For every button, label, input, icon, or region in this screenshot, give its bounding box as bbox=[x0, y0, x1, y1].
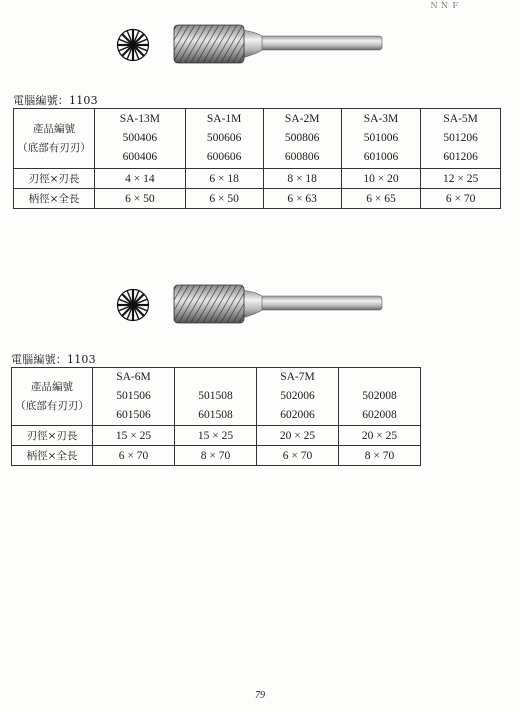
table-row bbox=[12, 426, 421, 446]
shank-size-header: 柄徑×全長 bbox=[14, 189, 95, 209]
table-cell: 6 × 50 bbox=[95, 189, 186, 209]
carbide-burr-icon bbox=[172, 22, 388, 70]
column-sa-5m: SA-5M 501206 601206 bbox=[421, 109, 501, 169]
cutter-end-view-icon bbox=[116, 288, 150, 322]
computer-code-label: 電腦編號：1103 bbox=[13, 94, 98, 107]
carbide-burr-icon bbox=[172, 282, 388, 330]
column-501508: 501508 601508 bbox=[175, 368, 257, 426]
column-sa-3m: SA-3M 501006 601006 bbox=[341, 109, 421, 169]
corner-mark: Ｎ Ｎ Ｆ bbox=[430, 1, 460, 10]
table-cell: 20 × 25 bbox=[257, 426, 339, 446]
table-row bbox=[12, 446, 421, 466]
column-sa-6m: SA-6M 501506 601506 bbox=[93, 368, 175, 426]
column-502008: 502008 602008 bbox=[339, 368, 421, 426]
table-cell: 8 × 70 bbox=[175, 446, 257, 466]
table-cell: 6 × 63 bbox=[263, 189, 341, 209]
table-cell: 4 × 14 bbox=[95, 169, 186, 189]
product-code-header: 產品編號 （底部有刃刃） bbox=[12, 368, 93, 426]
table-cell: 6 × 70 bbox=[257, 446, 339, 466]
computer-code-label: 電腦編號：1103 bbox=[11, 353, 96, 366]
table-cell: 6 × 70 bbox=[93, 446, 175, 466]
blade-size-header: 刃徑×刃長 bbox=[14, 169, 95, 189]
table-cell: 20 × 25 bbox=[339, 426, 421, 446]
column-sa-7m: SA-7M 502006 602006 bbox=[257, 368, 339, 426]
table-cell: 6 × 70 bbox=[421, 189, 501, 209]
table-cell: 8 × 70 bbox=[339, 446, 421, 466]
product-code-header: 產品編號 （底部有刃刃） bbox=[14, 109, 95, 169]
table-cell: 15 × 25 bbox=[93, 426, 175, 446]
spec-table-1 bbox=[13, 108, 501, 209]
page-number: 79 bbox=[255, 690, 265, 701]
table-cell: 15 × 25 bbox=[175, 426, 257, 446]
shank-size-header: 柄徑×全長 bbox=[12, 446, 93, 466]
table-cell: 12 × 25 bbox=[421, 169, 501, 189]
column-sa-13m: SA-13M 500406 600406 bbox=[95, 109, 186, 169]
spec-table-2 bbox=[11, 367, 421, 466]
table-row bbox=[14, 189, 501, 209]
table-cell: 10 × 20 bbox=[341, 169, 421, 189]
table-cell: 6 × 65 bbox=[341, 189, 421, 209]
table-cell: 6 × 18 bbox=[185, 169, 263, 189]
table-cell: 6 × 50 bbox=[185, 189, 263, 209]
column-sa-2m: SA-2M 500806 600806 bbox=[263, 109, 341, 169]
table-row bbox=[14, 169, 501, 189]
column-sa-1m: SA-1M 500606 600606 bbox=[185, 109, 263, 169]
table-cell: 8 × 18 bbox=[263, 169, 341, 189]
cutter-end-view-icon bbox=[116, 28, 150, 62]
blade-size-header: 刃徑×刃長 bbox=[12, 426, 93, 446]
